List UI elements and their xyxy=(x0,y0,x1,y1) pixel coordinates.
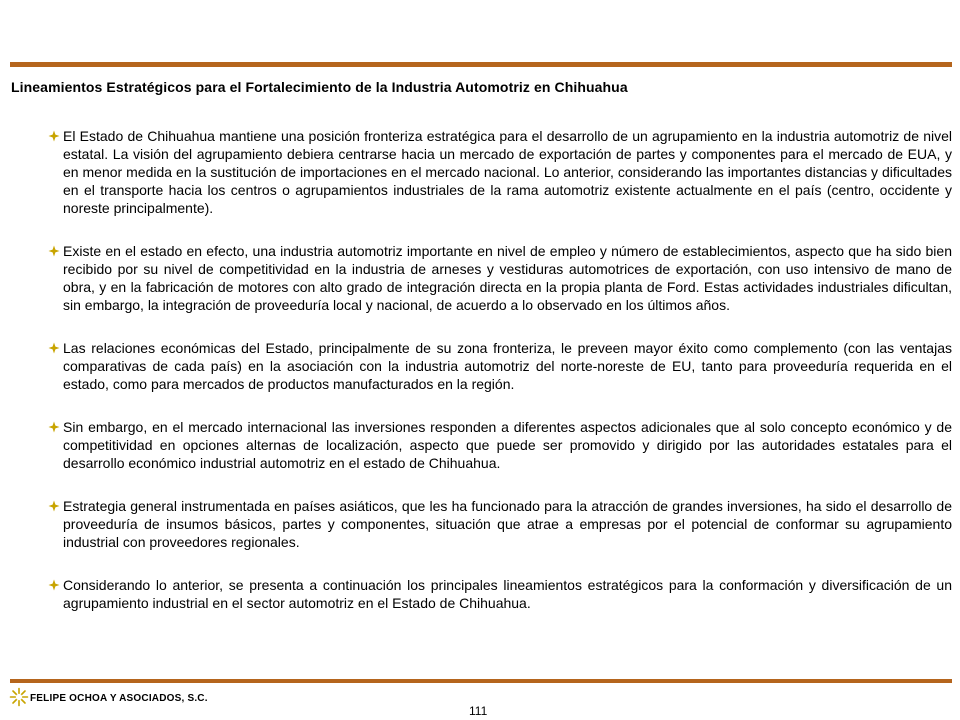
top-divider xyxy=(10,62,952,67)
bullet-text: El Estado de Chihuahua mantiene una posición fronteriza estratégica para el desarrollo de un agrupamiento en la industria automotriz de nivel estatal. La visión del agrupamiento debiera centrarse hacia un mercado de exportación de partes y componentes para el mercado de EUA, y en menor medida en la sustitución de importaciones en el mercado nacional. Lo anterior, considerando las importantes distancias y dificultades en el transporte hacia los centros o agrupamientos industriales de la rama automotriz existente actualmente en el país (centro, occidente y noreste principalmente). xyxy=(63,128,952,216)
bullet-text: Existe en el estado en efecto, una industria automotriz importante en nivel de empleo y número de establecimientos, aspecto que ha sido bien recibido por su nivel de competitividad en la industria de arneses y vestiduras automotrices de exportación, con uso intensivo de mano de obra, y en la fabricación de motores con alto grado de integración directa en la propia planta de Ford. Estas actividades industriales dificultan, sin embargo, la integración de proveeduría local y nacional, de acuerdo a lo observado en los últimos años. xyxy=(63,243,952,313)
sunburst-logo-icon xyxy=(9,687,29,707)
diamond-bullet-icon xyxy=(48,421,60,433)
diamond-bullet-icon xyxy=(48,342,60,354)
page-number: 111 xyxy=(469,704,488,718)
diamond-bullet-icon xyxy=(48,245,60,257)
list-item xyxy=(48,242,952,314)
company-name: FELIPE OCHOA Y ASOCIADOS, S.C. xyxy=(30,693,208,704)
list-item xyxy=(48,576,952,612)
bullet-text: Estrategia general instrumentada en países asiáticos, que les ha funcionado para la atracción de grandes inversiones, ha sido el desarrollo de proveeduría de insumos básicos, partes y componentes, situación que atrae a empresas por el potencial de conformar su agrupamiento industrial con proveedores regionales. xyxy=(63,498,952,550)
bullet-text: Las relaciones económicas del Estado, principalmente de su zona fronteriza, le preveen mayor éxito como complemento (con las ventajas comparativas de cada país) en la asociación con la industria automotriz del norte-noreste de EU, tanto para proveeduría requerida en el estado, como para mercados de productos manufacturados en la región. xyxy=(63,340,952,392)
list-item xyxy=(48,418,952,472)
bottom-divider xyxy=(10,679,952,683)
list-item xyxy=(48,127,952,217)
diamond-bullet-icon xyxy=(48,579,60,591)
list-item xyxy=(48,497,952,551)
page-title: Lineamientos Estratégicos para el Fortalecimiento de la Industria Automotriz en Chihuahua xyxy=(11,79,628,95)
bullet-text: Sin embargo, en el mercado internacional las inversiones responden a diferentes aspectos adicionales que al solo concepto económico y de competitividad en opciones alternas de localización, aspecto que puede ser promovido y dirigido por las autoridades estatales para el desarrollo económico industrial automotriz en el estado de Chihuahua. xyxy=(63,419,952,471)
diamond-bullet-icon xyxy=(48,500,60,512)
bullet-text: Considerando lo anterior, se presenta a continuación los principales lineamientos estratégicos para la conformación y diversificación de un agrupamiento industrial en el sector automotriz en el Estado de Chihuahua. xyxy=(63,577,952,611)
bullet-list xyxy=(48,127,952,637)
list-item xyxy=(48,339,952,393)
diamond-bullet-icon xyxy=(48,130,60,142)
